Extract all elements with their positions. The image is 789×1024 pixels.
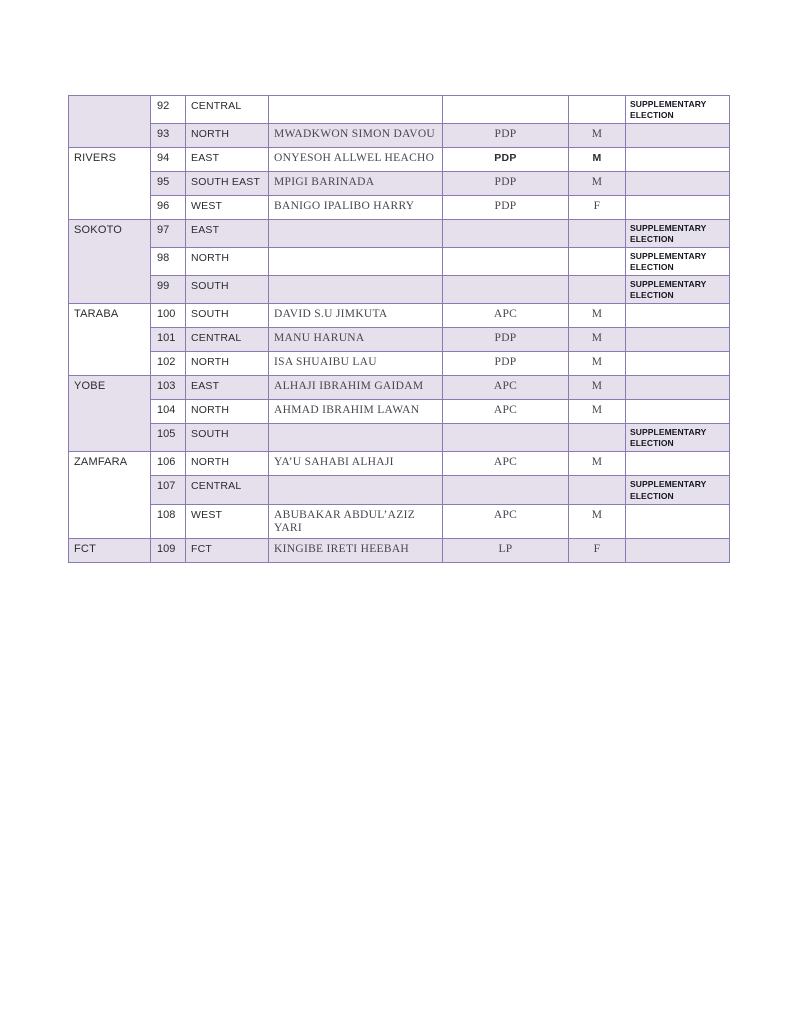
- gender-cell: M: [569, 328, 626, 352]
- table-row: [69, 424, 730, 452]
- serial-number-cell: 106: [151, 452, 186, 476]
- gender-cell: M: [569, 400, 626, 424]
- state-cell: SOKOTO: [69, 220, 151, 304]
- table-row: [69, 196, 730, 220]
- district-cell: NORTH: [186, 352, 269, 376]
- candidate-name-cell: MPIGI BARINADA: [269, 172, 443, 196]
- party-cell: [443, 476, 569, 504]
- serial-number-cell: 109: [151, 539, 186, 563]
- party-cell: PDP: [443, 148, 569, 172]
- note-cell: [626, 172, 730, 196]
- district-cell: SOUTH: [186, 424, 269, 452]
- candidate-name-cell: [269, 96, 443, 124]
- candidate-name-cell: DAVID S.U JIMKUTA: [269, 304, 443, 328]
- district-cell: NORTH: [186, 452, 269, 476]
- note-cell: SUPPLEMENTARY ELECTION: [626, 96, 730, 124]
- gender-cell: M: [569, 172, 626, 196]
- table-row: [69, 124, 730, 148]
- note-cell: [626, 148, 730, 172]
- gender-cell: [569, 424, 626, 452]
- candidate-name-cell: [269, 276, 443, 304]
- serial-number-cell: 100: [151, 304, 186, 328]
- gender-cell: [569, 248, 626, 276]
- district-cell: EAST: [186, 376, 269, 400]
- gender-cell: [569, 220, 626, 248]
- district-cell: SOUTH: [186, 304, 269, 328]
- party-cell: APC: [443, 304, 569, 328]
- note-cell: SUPPLEMENTARY ELECTION: [626, 220, 730, 248]
- state-cell: YOBE: [69, 376, 151, 452]
- state-cell: RIVERS: [69, 148, 151, 220]
- candidate-name-cell: ABUBAKAR ABDUL’AZIZ YARI: [269, 504, 443, 539]
- note-cell: [626, 400, 730, 424]
- note-cell: [626, 504, 730, 539]
- district-cell: CENTRAL: [186, 476, 269, 504]
- note-cell: [626, 352, 730, 376]
- candidate-name-cell: ISA SHUAIBU LAU: [269, 352, 443, 376]
- serial-number-cell: 96: [151, 196, 186, 220]
- note-cell: [626, 376, 730, 400]
- candidate-name-cell: BANIGO IPALIBO HARRY: [269, 196, 443, 220]
- note-cell: [626, 124, 730, 148]
- table-row: [69, 220, 730, 248]
- serial-number-cell: 102: [151, 352, 186, 376]
- table-row: [69, 539, 730, 563]
- party-cell: [443, 96, 569, 124]
- serial-number-cell: 95: [151, 172, 186, 196]
- party-cell: PDP: [443, 328, 569, 352]
- gender-cell: M: [569, 504, 626, 539]
- district-cell: EAST: [186, 148, 269, 172]
- gender-cell: M: [569, 124, 626, 148]
- party-cell: APC: [443, 400, 569, 424]
- serial-number-cell: 104: [151, 400, 186, 424]
- results-table-body: [69, 96, 730, 563]
- party-cell: PDP: [443, 352, 569, 376]
- district-cell: NORTH: [186, 248, 269, 276]
- party-cell: APC: [443, 504, 569, 539]
- table-row: [69, 148, 730, 172]
- election-results-table: [68, 95, 730, 563]
- serial-number-cell: 94: [151, 148, 186, 172]
- candidate-name-cell: YA’U SAHABI ALHAJI: [269, 452, 443, 476]
- table-row: [69, 172, 730, 196]
- note-cell: [626, 539, 730, 563]
- district-cell: SOUTH: [186, 276, 269, 304]
- serial-number-cell: 97: [151, 220, 186, 248]
- district-cell: CENTRAL: [186, 328, 269, 352]
- serial-number-cell: 93: [151, 124, 186, 148]
- candidate-name-cell: [269, 248, 443, 276]
- candidate-name-cell: MWADKWON SIMON DAVOU: [269, 124, 443, 148]
- district-cell: NORTH: [186, 400, 269, 424]
- candidate-name-cell: [269, 476, 443, 504]
- serial-number-cell: 108: [151, 504, 186, 539]
- party-cell: APC: [443, 376, 569, 400]
- gender-cell: M: [569, 304, 626, 328]
- gender-cell: M: [569, 376, 626, 400]
- party-cell: [443, 276, 569, 304]
- candidate-name-cell: ONYESOH ALLWEL HEACHO: [269, 148, 443, 172]
- candidate-name-cell: [269, 424, 443, 452]
- party-cell: [443, 424, 569, 452]
- district-cell: NORTH: [186, 124, 269, 148]
- gender-cell: F: [569, 539, 626, 563]
- party-cell: PDP: [443, 196, 569, 220]
- district-cell: FCT: [186, 539, 269, 563]
- state-cell: ZAMFARA: [69, 452, 151, 539]
- gender-cell: [569, 96, 626, 124]
- table-row: [69, 96, 730, 124]
- table-row: [69, 328, 730, 352]
- note-cell: [626, 304, 730, 328]
- party-cell: APC: [443, 452, 569, 476]
- candidate-name-cell: AHMAD IBRAHIM LAWAN: [269, 400, 443, 424]
- gender-cell: F: [569, 196, 626, 220]
- candidate-name-cell: [269, 220, 443, 248]
- party-cell: [443, 220, 569, 248]
- gender-cell: M: [569, 452, 626, 476]
- serial-number-cell: 98: [151, 248, 186, 276]
- table-row: [69, 276, 730, 304]
- note-cell: SUPPLEMENTARY ELECTION: [626, 424, 730, 452]
- district-cell: WEST: [186, 504, 269, 539]
- district-cell: EAST: [186, 220, 269, 248]
- district-cell: WEST: [186, 196, 269, 220]
- candidate-name-cell: ALHAJI IBRAHIM GAIDAM: [269, 376, 443, 400]
- party-cell: PDP: [443, 124, 569, 148]
- table-row: [69, 452, 730, 476]
- gender-cell: M: [569, 148, 626, 172]
- serial-number-cell: 107: [151, 476, 186, 504]
- note-cell: [626, 452, 730, 476]
- party-cell: PDP: [443, 172, 569, 196]
- party-cell: [443, 248, 569, 276]
- serial-number-cell: 105: [151, 424, 186, 452]
- table-row: [69, 304, 730, 328]
- table-row: [69, 476, 730, 504]
- district-cell: CENTRAL: [186, 96, 269, 124]
- table-row: [69, 504, 730, 539]
- note-cell: [626, 328, 730, 352]
- candidate-name-cell: MANU HARUNA: [269, 328, 443, 352]
- table-row: [69, 352, 730, 376]
- note-cell: [626, 196, 730, 220]
- state-cell: FCT: [69, 539, 151, 563]
- table-row: [69, 400, 730, 424]
- party-cell: LP: [443, 539, 569, 563]
- serial-number-cell: 101: [151, 328, 186, 352]
- serial-number-cell: 92: [151, 96, 186, 124]
- serial-number-cell: 99: [151, 276, 186, 304]
- note-cell: SUPPLEMENTARY ELECTION: [626, 476, 730, 504]
- district-cell: SOUTH EAST: [186, 172, 269, 196]
- gender-cell: [569, 276, 626, 304]
- gender-cell: [569, 476, 626, 504]
- table-row: [69, 376, 730, 400]
- gender-cell: M: [569, 352, 626, 376]
- table-row: [69, 248, 730, 276]
- state-cell: TARABA: [69, 304, 151, 376]
- note-cell: SUPPLEMENTARY ELECTION: [626, 248, 730, 276]
- state-cell: [69, 96, 151, 148]
- note-cell: SUPPLEMENTARY ELECTION: [626, 276, 730, 304]
- candidate-name-cell: KINGIBE IRETI HEEBAH: [269, 539, 443, 563]
- serial-number-cell: 103: [151, 376, 186, 400]
